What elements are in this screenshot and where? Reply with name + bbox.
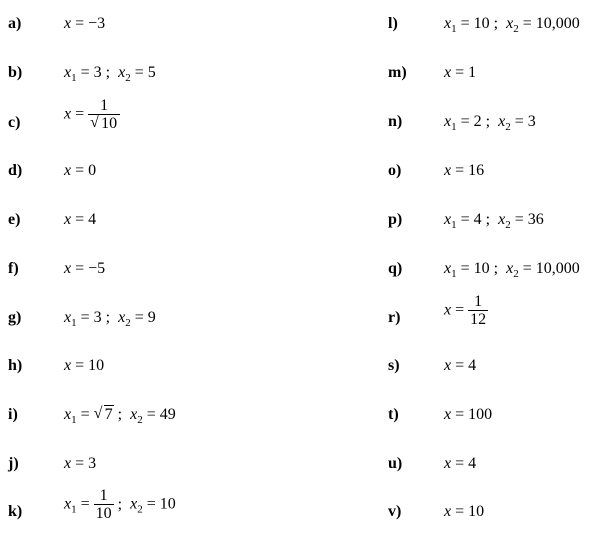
item-label: t)	[388, 406, 399, 423]
item-label: d)	[8, 162, 23, 179]
item-label: v)	[388, 503, 402, 520]
answer-expression: x = −5	[64, 260, 106, 277]
item-label: r)	[388, 309, 401, 326]
item-label: l)	[388, 15, 398, 32]
answer-expression: x = 4	[64, 211, 97, 228]
answer-expression: x = −3	[64, 15, 106, 32]
answer-expression: x = 10	[64, 357, 105, 374]
item-label: s)	[388, 357, 400, 374]
fraction: $\frac{1}{10}$	[95, 487, 112, 522]
answer-expression: x = 100	[444, 406, 493, 423]
answer-expression: x = 0	[64, 162, 97, 179]
item-label: f)	[8, 260, 19, 277]
answer-expression: $x_1 = 4$ ; $x_2 = 36$	[444, 211, 544, 231]
item-label: e)	[8, 211, 21, 228]
answer-expression: $x_1$ = √ 7 ; $x_2 = 49$	[64, 405, 176, 426]
fraction: $\frac{1}{12}$	[470, 293, 487, 328]
item-label: c)	[8, 114, 21, 131]
answer-expression: $x_1 = 2$ ; $x_2 = 3$	[444, 113, 536, 133]
item-label: g)	[8, 309, 22, 326]
item-label: m)	[388, 64, 407, 81]
answer-expression: x = 1	[444, 64, 477, 81]
answer-expression: x = 3	[64, 455, 97, 472]
answer-expression: x = 16	[444, 162, 485, 179]
answer-expression: x = 4	[444, 357, 477, 374]
answer-expression: $x_1 = 3$ ; $x_2 = 9$	[64, 309, 156, 329]
answer-expression: x = $\frac{1}{12}$	[444, 293, 487, 328]
item-label: j)	[8, 455, 19, 472]
answer-expression: x = 1 √ 10	[64, 98, 120, 132]
answer-expression: $x_1 = 10$ ; $x_2 = 10,000$	[444, 15, 580, 35]
item-label: k)	[8, 503, 23, 520]
answer-expression: $x_1 = 10$ ; $x_2 = 10,000$	[444, 260, 580, 280]
answer-expression: $x_1$ = $\frac{1}{10}$ ; $x_2 = 10$	[64, 487, 176, 522]
item-label: p)	[388, 211, 403, 228]
item-label: a)	[8, 15, 22, 32]
item-label: q)	[388, 260, 403, 277]
fraction: 1 √ 10	[88, 98, 120, 132]
item-label: u)	[388, 455, 403, 472]
item-label: b)	[8, 64, 23, 81]
answer-expression: x = 4	[444, 455, 477, 472]
answer-expression: $x_1 = 3$ ; $x_2 = 5$	[64, 64, 156, 84]
item-label: i)	[8, 406, 18, 423]
item-label: h)	[8, 357, 23, 374]
item-label: n)	[388, 113, 403, 130]
answer-expression: x = 10	[444, 503, 485, 520]
item-label: o)	[388, 162, 402, 179]
